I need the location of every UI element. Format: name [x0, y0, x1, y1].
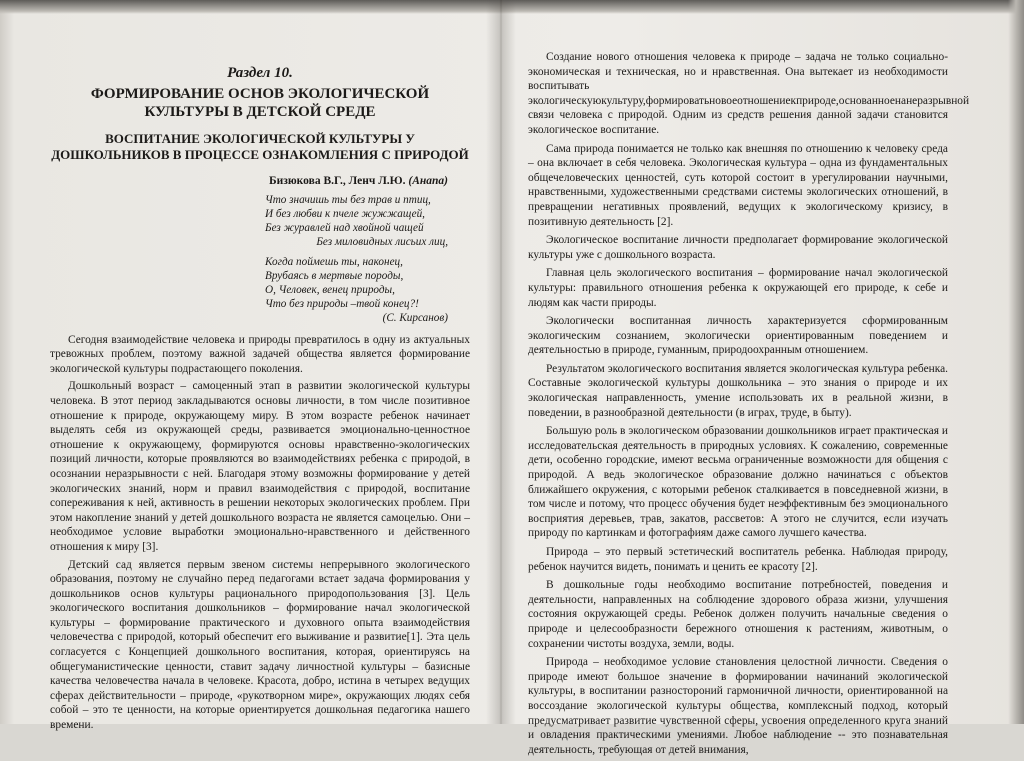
right-page — [528, 50, 970, 761]
article-authors — [50, 174, 448, 189]
body-paragraph: Сегодня взаимодействие человека и природы превратилось в одну из актуальных тревожных проблем, поэтому важной задачей общества является формирование экологической культуры подрастающего поколения. — [50, 333, 470, 375]
body-paragraph: Результатом экологического воспитания является экологическая культура ребенка. Составные экологической культуры дошкольника – это знания о природе и их экологическая направленность, умение использовать их в реальной жизни, в поведении, в разнообразной деятельности (в играх, труде, в быту). — [528, 362, 948, 419]
body-paragraph: В дошкольные годы необходимо воспитание потребностей, поведения и деятельности, направленных на соблюдение здорового образа жизни, улучшения состояния окружающей среды. Ребенок должен получить начальные сведения о природе и целесообразности бережного отношения к растениям, животным, о сохранении чистоты воздуха, земли, воды. — [528, 579, 948, 650]
poem-line: Что без природы –твой конец?! — [265, 297, 419, 310]
poem-line: И без любви к пчеле жужжащей, — [265, 207, 425, 220]
poem-stanza-2 — [265, 255, 470, 325]
article-title: ВОСПИТАНИЕ ЭКОЛОГИЧЕСКОЙ КУЛЬТУРЫ У ДОШКОЛЬНИКОВ В ПРОЦЕССЕ ОЗНАКОМЛЕНИЯ С ПРИРОДОЙ — [51, 131, 469, 162]
poem-line: Без миловидных лисьих лиц, — [316, 235, 448, 248]
body-paragraph: Экологическое воспитание личности предполагает формирование экологической культуры уже с дошкольного возраста. — [528, 234, 948, 261]
body-paragraph: Создание нового отношения человека к природе – задача не только социально-экономическая и техническая, но и нравственная. Она вытекает из необходимости воспитывать экологическуюкультуру,формироватьновоеотношениекприроде,основанноенанеразрывной связи человека с природой. Одним из средств решения данной задачи становится экологическое воспитание. — [528, 51, 970, 136]
body-paragraph: Большую роль в экологическом образовании дошкольников играет практическая и исследовательская деятельность в природных условиях. К сожалению, современные дети, особенно городские, имеют весьма ограниченные возможности для общения с природой. А ведь экологическое образование должно начинаться с объектов ближайшего окружения, с которыми ребенок сталкивается в повседневной жизни, в том числе и потому, что процесс обучения будет неэффективным без эмоционального восприятия деревьев, трав, закатов, рассветов: А этого не случится, если изучать природу по картинкам и фотографиям даже самого лучшего качества. — [528, 425, 948, 540]
poem-stanza-1 — [265, 193, 470, 249]
poem-line: Что значишь ты без трав и птиц, — [265, 193, 431, 206]
poem-line: О, Человек, венец природы, — [265, 283, 395, 296]
scan-right-edge — [1008, 0, 1024, 724]
section-label: Раздел 10. — [227, 65, 293, 81]
epigraph-poem — [50, 193, 470, 325]
body-paragraph: Экологически воспитанная личность характеризуется сформированным экологическим сознанием, экологически ориентированным поведением и деятельностью в природе, гуманным, природоохранным отношением. — [528, 315, 948, 357]
poem-line: Врубаясь в мертвые породы, — [265, 269, 404, 282]
poem-line: Когда поймешь ты, наконец, — [265, 255, 403, 268]
body-paragraph: Природа – необходимое условие становления целостной личности. Сведения о природе имеют большое значение в формировании начинаний экологической культуры, в воспитании разностороний гармоничной личности, ориентированной на воссоздание экологической культуры общества, комплексный подход, который предусматривает развитие чувственной сферы, усвоения определенного круга знаний и овладения практическими умениями. Любое наблюдение -- это познавательная деятельность, требующая от детей внимания, — [528, 656, 948, 756]
body-paragraph: Природа – это первый эстетический воспитатель ребенка. Наблюдая природу, ребенок научится видеть, понимать и ценить ее красоту [2]. — [528, 546, 948, 573]
author-names: Бизюкова В.Г., Ленч Л.Ю. — [269, 175, 406, 187]
body-paragraph: Детский сад является первым звеном системы непрерывного экологического образования, поэтому не случайно перед педагогами встает задача формирования у дошкольников основ культуры рационального природопользования [3]. Цель экологического воспитания дошкольников – формирование начал экологической культуры – формирование практического и духовного опыта взаимодействия человечества с природой, который обеспечит его выживание и развитие[1]. Эта цель согласуется с Концепцией дошкольного воспитания, которая, ориентируясь на общегуманистические ценности, ставит задачу личностной культуры – базисные качества человечества начала в человеке. Красота, добро, истина в четырех ведущих сферах действительности – природе, «рукотворном мире», окружающих людях себя собой – это те ценности, на которые ориентируется дошкольная педагогика нашего времени. — [50, 558, 470, 732]
book-gutter — [486, 0, 516, 724]
body-paragraph: Сама природа понимается не только как внешняя по отношению к человеку среда – она включает в себя человека. Экологическая культура – одна из фундаментальных общечеловеческих ценностей, суть которой состоит в урегулировании научными, нравственными, художественными средствами системы экологических отношений, в превращении негативных проявлений, ведущих к экологическому кризису, в позитивную деятельность [2]. — [528, 142, 948, 228]
poem-signature: (С. Кирсанов) — [382, 311, 448, 324]
section-title: ФОРМИРОВАНИЕ ОСНОВ ЭКОЛОГИЧЕСКОЙ КУЛЬТУРЫ В ДЕТСКОЙ СРЕДЕ — [90, 86, 430, 120]
author-city: (Анапа) — [408, 175, 448, 187]
poem-line: Без журавлей над хвойной чащей — [265, 221, 424, 234]
body-paragraph: Дошкольный возраст – самоценный этап в развитии экологической культуры человека. В этот период закладываются основы личности, в том числе позитивное отношение к природе, окружающему миру. В этом возрасте ребенок начинает выделять себя из окружающей среды, развивается эмоционально-ценностное отношение к окружающему, формируются основы нравственно-экологических позиций личности, которые проявляются во взаимодействиях ребенка с природой, в осознании неразрывности с ней. Благодаря этому возможны формирование у детей экологических знаний, норм и правил взаимодействия с природой, воспитание сопереживания к ней, активность в решении некоторых экологических проблем. При этом накопление знаний у детей дошкольного возраста не является самоцелью. Они – необходимое условие выработки эмоционально-нравственного и действенного отношения к миру [3]. — [50, 380, 470, 553]
body-paragraph: Главная цель экологического воспитания – формирование начал экологической культуры: правильного отношения ребенка к окружающей его природе, к себе и людям как части природы. — [528, 267, 948, 309]
left-page — [50, 52, 470, 736]
